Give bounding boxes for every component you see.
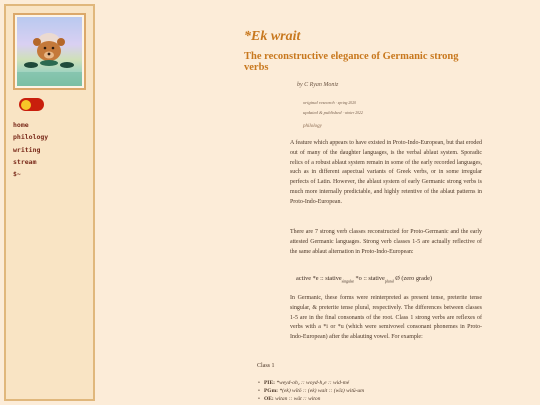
byline: by C Ryan Moniz [297, 82, 339, 88]
page-subtitle: The reconstructive elegance of Germanic strong verbs [244, 51, 459, 73]
nav-philology[interactable]: philology [13, 133, 49, 142]
meta-original [303, 100, 356, 105]
avatar[interactable] [17, 17, 82, 86]
nav-home[interactable]: home [13, 121, 29, 129]
sun-icon [21, 100, 31, 110]
nav-terminal[interactable]: $~ [13, 170, 21, 179]
class-1-label: Class 1 [257, 363, 275, 369]
ablaut-formula [296, 275, 432, 283]
paragraph-1: A feature which appears to have existed in Proto-Indo-European, but that eroded out of many of the daughter languages, is the verbal ablaut system. Sporadic relics of a robust ablaut system remain in some of the early recorded languages, such as in different aspectual variants of Greek verbs, or in some irregular perfects of Latin. However, the ablaut system of early Germanic strong verbs is much more internally predictable, and highly retentive of the ablaut patterns in Proto-Indo-European. [290, 140, 482, 205]
meta-updated-label: updated & published [303, 110, 342, 115]
list-item-forms: witan :: wāt :: witon [275, 396, 321, 402]
list-item [258, 395, 364, 403]
paragraph-3: In Germanic, these forms were reinterpreted as present tense, preterite tense singular, & preterite tense plural, respectively. The differences between classes 1-5 are in the final consonants of the root. Class 1 strong verbs are reflexes of verbs with a *i or *u (which were semivowel consonant phonemes in Proto-Indo-European) after the ablauting vowel. For example: [290, 295, 482, 341]
formula-part-e: Ø (zero grade) [393, 275, 432, 282]
avatar-frame [13, 13, 86, 90]
page-title: *Ek wrait [244, 29, 301, 44]
meta-original-label: original research [303, 100, 335, 105]
meta-updated [303, 110, 363, 115]
bear-illustration [17, 17, 82, 86]
meta-original-date: · spring 2020 [335, 101, 356, 105]
nav-stream[interactable]: stream [13, 157, 37, 166]
list-item-lang: OE: [263, 396, 274, 402]
cognate-list [258, 379, 364, 403]
list-item-lang: PIE: [263, 380, 275, 386]
list-item [258, 379, 364, 387]
meta-updated-date: · winter 2022 [342, 111, 363, 115]
list-item-forms: *(ek) wītō :: (ek) wait :: (wīz) witū-um [279, 388, 365, 394]
formula-sub-singular: singular [341, 279, 354, 284]
paragraph-2: There are 7 strong verb classes reconstructed for Proto-Germanic and the early attested Germanic languages. Strong verb classes 1-5 are actually reflective of the same ablaut alternation in Proto-Indo-European: [290, 229, 482, 255]
list-item [258, 387, 364, 395]
theme-toggle[interactable] [19, 98, 44, 111]
sidebar-nav [13, 119, 48, 180]
list-item-lang: PGm: [263, 388, 278, 394]
formula-part-a: active *e :: stative [296, 275, 342, 282]
formula-sub-plural: plural [384, 279, 394, 284]
nav-writing[interactable]: writing [13, 145, 41, 154]
list-item-forms: *weyd-oh₂ :: woyd-h₂e :: wid-mé [276, 380, 350, 386]
sidebar [4, 4, 95, 401]
formula-part-c: *o :: stative [353, 275, 385, 282]
category-tag[interactable]: philology [303, 124, 322, 129]
